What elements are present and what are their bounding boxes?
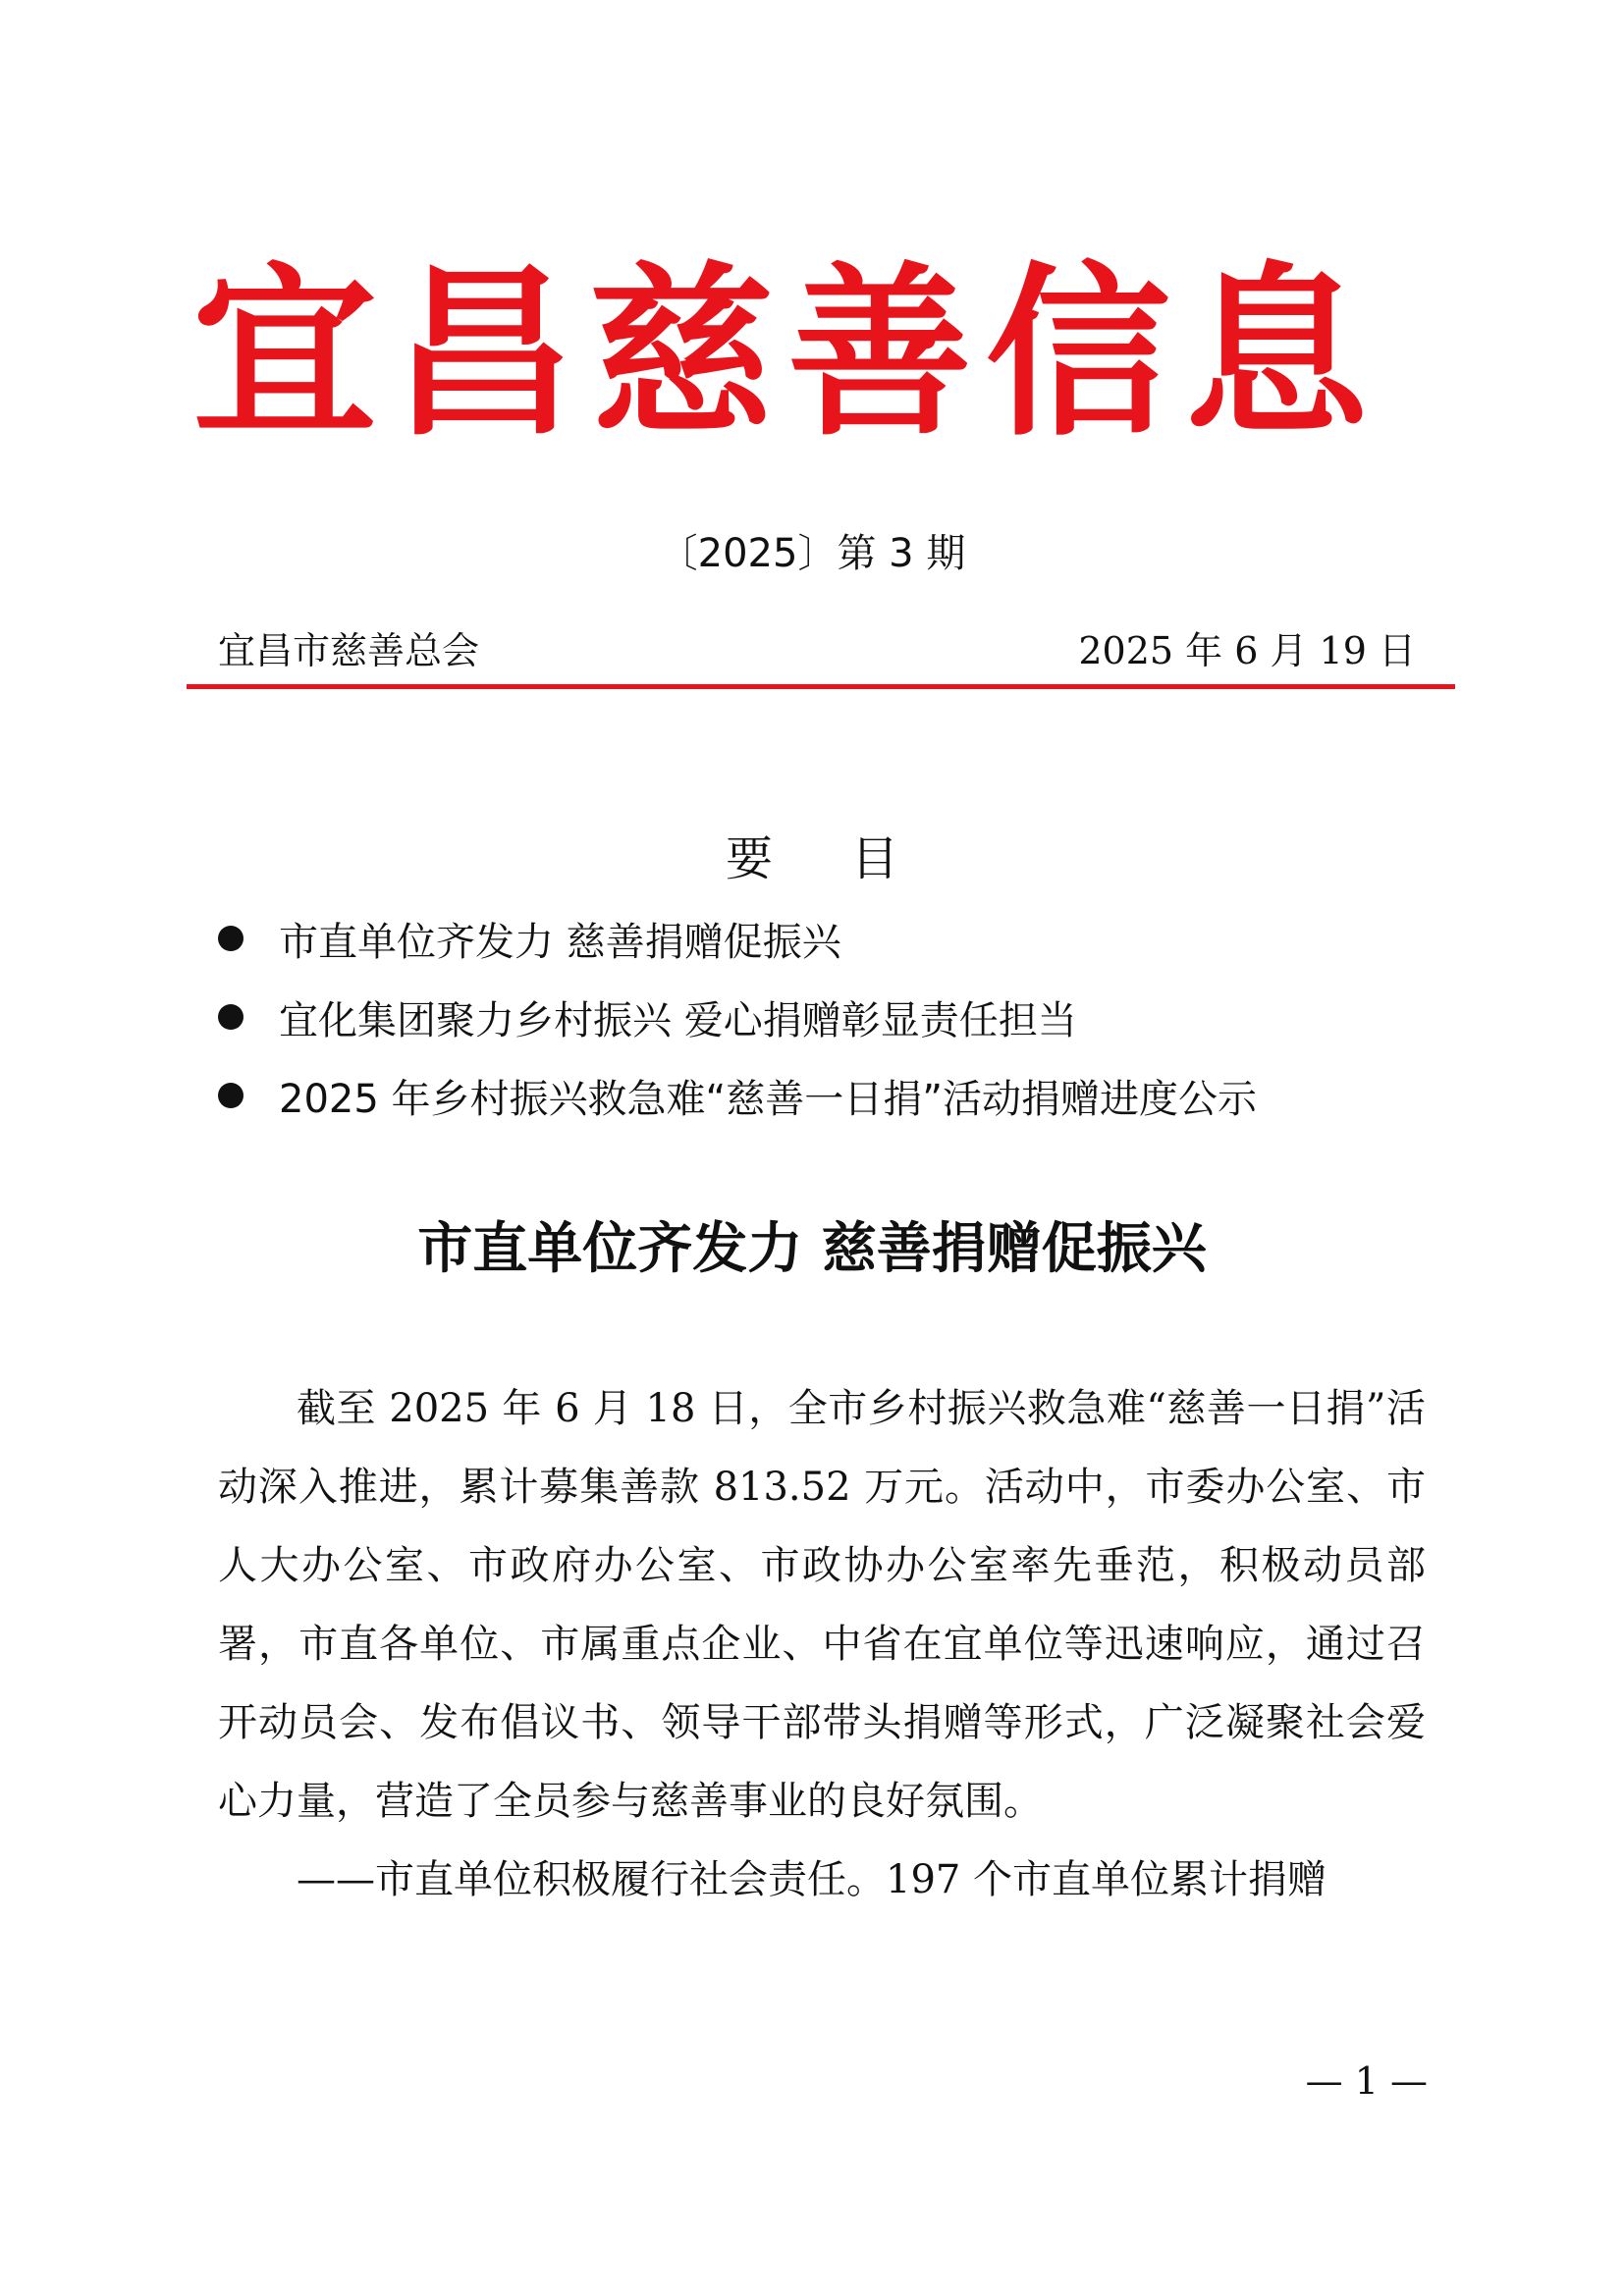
toc-item-text: 宜化集团聚力乡村振兴 爱心捐赠彰显责任担当 <box>279 997 1077 1043</box>
masthead-char: 善 <box>787 244 972 461</box>
toc-item <box>218 978 1455 1056</box>
masthead-char: 宜 <box>192 244 377 461</box>
bullet-icon <box>218 1083 244 1108</box>
bullet-icon <box>218 1004 244 1030</box>
toc-list <box>218 899 1455 1135</box>
bullet-icon <box>218 926 244 951</box>
publisher-org: 宜昌市慈善总会 <box>218 629 480 672</box>
article-paragraph: ——市直单位积极履行社会责任。197 个市直单位累计捐赠 <box>297 1857 1327 1902</box>
red-divider <box>187 684 1455 689</box>
page-number: — 1 — <box>1305 2059 1428 2103</box>
publish-date: 2025 年 6 月 19 日 <box>1078 629 1416 672</box>
toc-title: 要目 <box>725 831 977 886</box>
masthead-char: 息 <box>1184 244 1369 461</box>
article-body <box>218 1369 1426 1919</box>
masthead-char: 慈 <box>589 244 774 461</box>
article-headline: 市直单位齐发力 慈善捐赠促振兴 <box>417 1216 1207 1281</box>
article-paragraph: 截至 2025 年 6 月 18 日，全市乡村振兴救急难“慈善一日捐”活动深入推进，累计募集善款 813.52 万元。活动中，市委办公室、市人大办公室、市政府办公室、市政协办公室率先垂范，积极动员部署，市直各单位、市属重点企业、中省在宜单位等迅速响应，通过召开动员会、发布倡议书、领导干部带头捐赠等形式，广泛凝聚社会爱心力量，营造了全员参与慈善事业的良好氛围。 <box>218 1386 1426 1824</box>
masthead-char: 信 <box>986 244 1170 461</box>
issue-number: 〔2025〕第 3 期 <box>658 531 966 576</box>
masthead-char: 昌 <box>391 244 575 461</box>
masthead-title <box>187 245 1375 461</box>
toc-item <box>218 1056 1455 1135</box>
toc-item <box>218 899 1455 978</box>
toc-item-text: 2025 年乡村振兴救急难“慈善一日捐”活动捐赠进度公示 <box>279 1076 1257 1122</box>
toc-item-text: 市直单位齐发力 慈善捐赠促振兴 <box>279 919 841 965</box>
